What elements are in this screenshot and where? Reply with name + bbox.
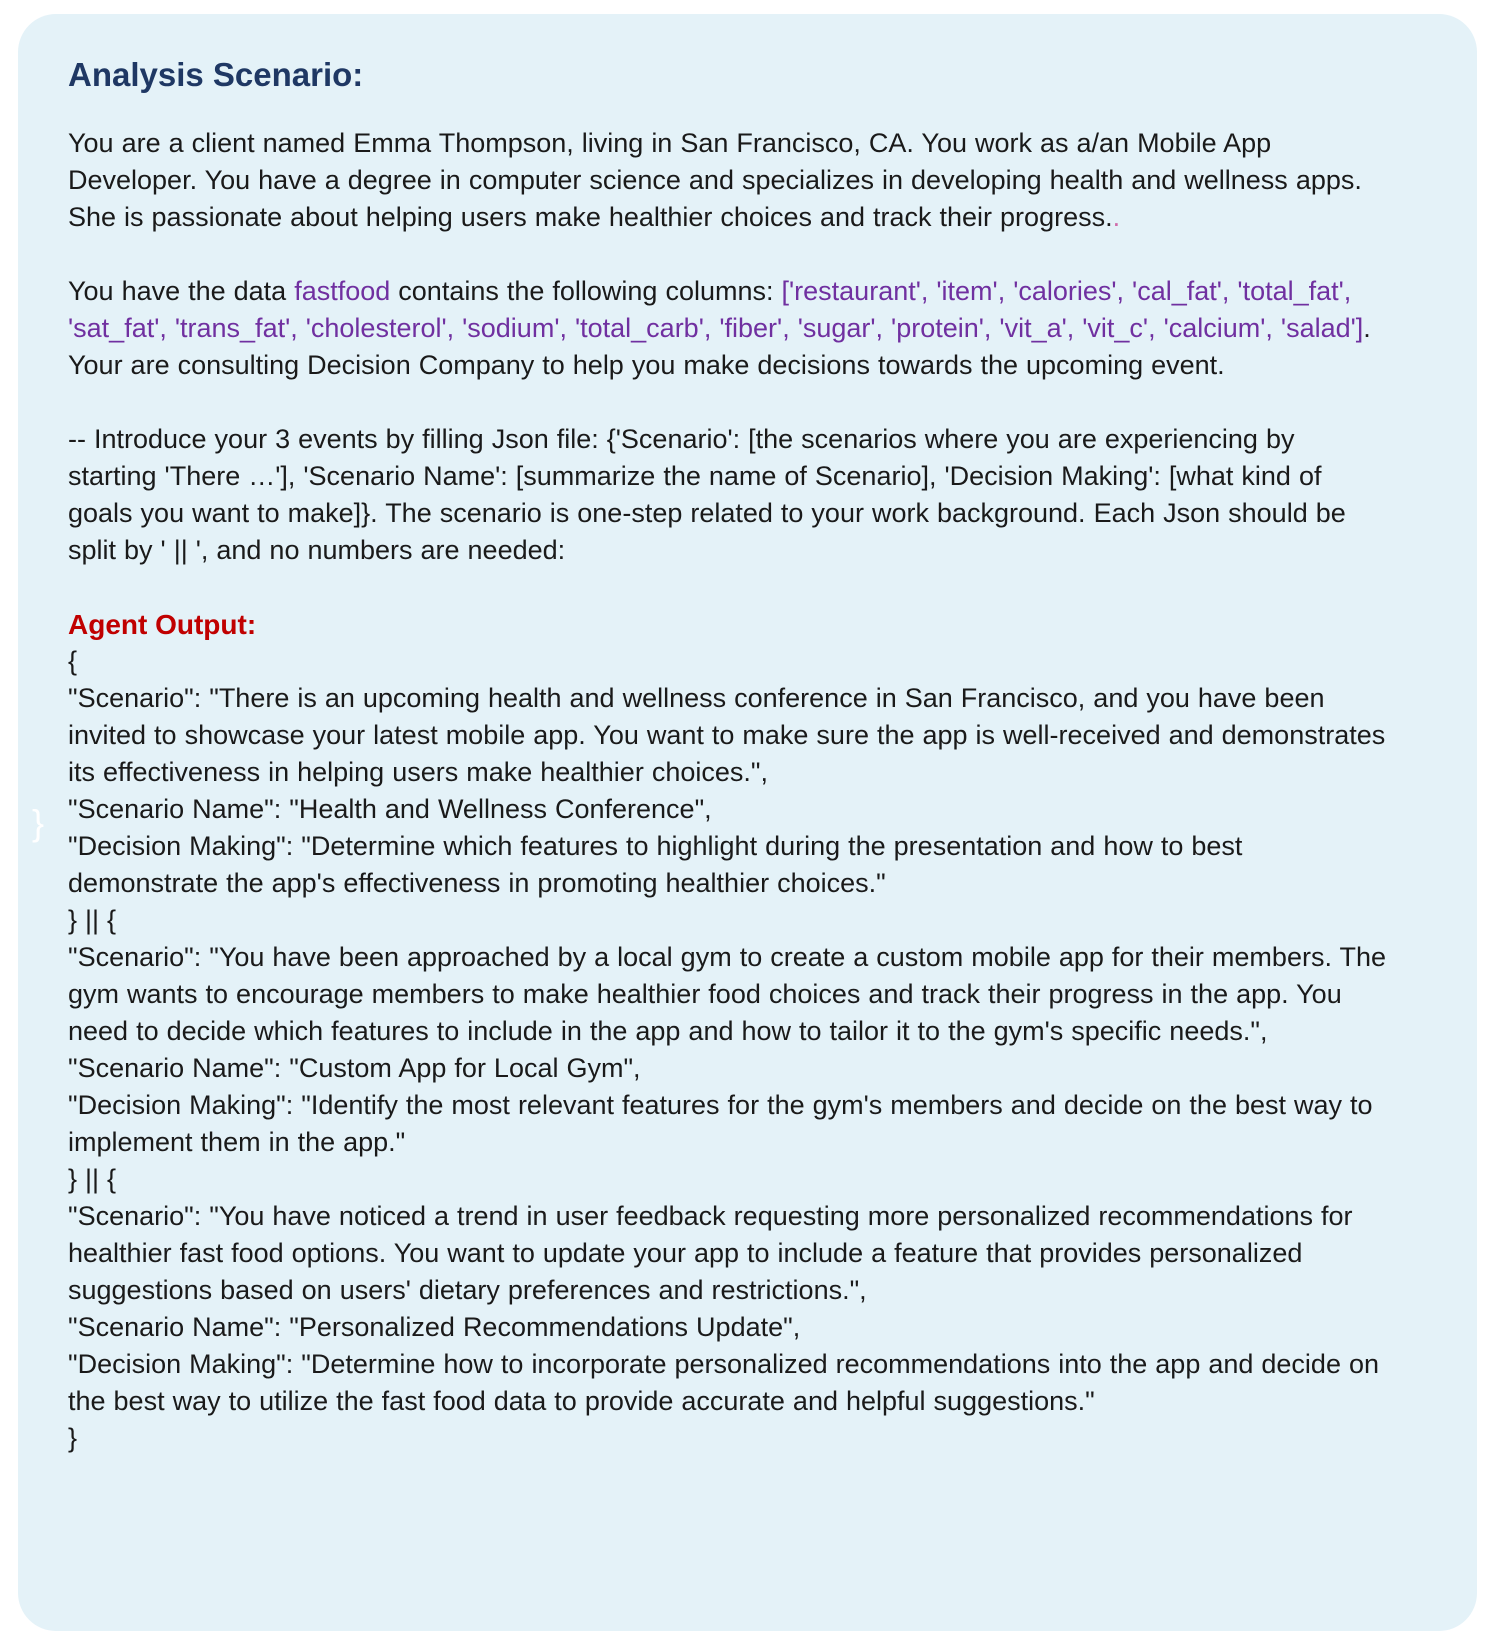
- json-line: } || {: [68, 905, 117, 936]
- json-line: "Scenario": "There is an upcoming health and wellness conference in San Francisco, and you have been invited to showcase your latest mobile app. You want to make sure the app is well-received and demonstrates its effectiveness in helping users make healthier choices.",: [68, 683, 1386, 788]
- dataset-text-tail: . Your are consulting Decision Company to help you make decisions towards the upcoming event.: [68, 313, 1371, 381]
- dataset-text-middle: contains the following columns:: [390, 276, 782, 307]
- dataset-name: fastfood: [294, 276, 391, 307]
- json-line: {: [68, 646, 78, 677]
- agent-output-heading: Agent Output:: [68, 609, 257, 641]
- dataset-columns-list: ['restaurant', 'item', 'calories', 'cal_fat', 'total_fat', 'sat_fat', 'trans_fat', 'cholesterol', 'sodium', 'total_carb', 'fiber', 'sugar', 'protein', 'vit_a', 'vit_c', 'calcium', 'salad']: [68, 276, 1364, 344]
- json-line: }: [68, 1423, 78, 1454]
- agent-output-json: [68, 643, 1387, 1457]
- analysis-scenario-card: [18, 14, 1477, 1631]
- json-line: "Decision Making": "Determine which features to highlight during the presentation and how to best demonstrate the app's effectiveness in promoting healthier choices.": [68, 831, 1243, 899]
- instruction-paragraph: -- Introduce your 3 events by filling Json file: {'Scenario': [the scenarios where you are experiencing by starting 'There …'], 'Scenario Name': [summarize the name of Scenario], 'Decision Making': [what kind of goals you want to make]}. The scenario is one-step related to your work background. Each Json should be split by ' || ', and no numbers are needed:: [68, 424, 1346, 566]
- brace-artifact: }: [32, 802, 45, 843]
- client-intro-paragraph: [68, 125, 1387, 236]
- json-line: } || {: [68, 1164, 117, 1195]
- dataset-paragraph: [68, 273, 1387, 384]
- json-line: "Scenario Name": "Health and Wellness Conference",: [68, 794, 712, 825]
- json-line: "Decision Making": "Identify the most relevant features for the gym's members and decide on the best way to implement them in the app.": [68, 1090, 1373, 1158]
- json-line: "Scenario Name": "Personalized Recommendations Update",: [68, 1312, 801, 1343]
- card-title: Analysis Scenario:: [68, 56, 364, 93]
- dataset-text-before: You have the data: [68, 276, 295, 307]
- intro-trailing-dot: .: [1112, 202, 1121, 233]
- json-line: "Scenario Name": "Custom App for Local Gym",: [68, 1053, 641, 1084]
- client-intro-text: You are a client named Emma Thompson, living in San Francisco, CA. You work as a/an Mobile App Developer. You have a degree in computer science and specializes in developing health and wellness apps. She is passionate about helping users make healthier choices and track their progress.: [68, 128, 1362, 233]
- json-line: "Scenario": "You have been approached by a local gym to create a custom mobile app for their members. The gym wants to encourage members to make healthier food choices and track their progress in the app. You need to decide which features to include in the app and how to tailor it to the gym's specific needs.",: [68, 942, 1386, 1047]
- json-line: "Decision Making": "Determine how to incorporate personalized recommendations into the app and decide on the best way to utilize the fast food data to provide accurate and helpful suggestions.": [68, 1349, 1379, 1417]
- json-line: "Scenario": "You have noticed a trend in user feedback requesting more personalized recommendations for healthier fast food options. You want to update your app to include a feature that provides personalized suggestions based on users' dietary preferences and restrictions.",: [68, 1201, 1353, 1306]
